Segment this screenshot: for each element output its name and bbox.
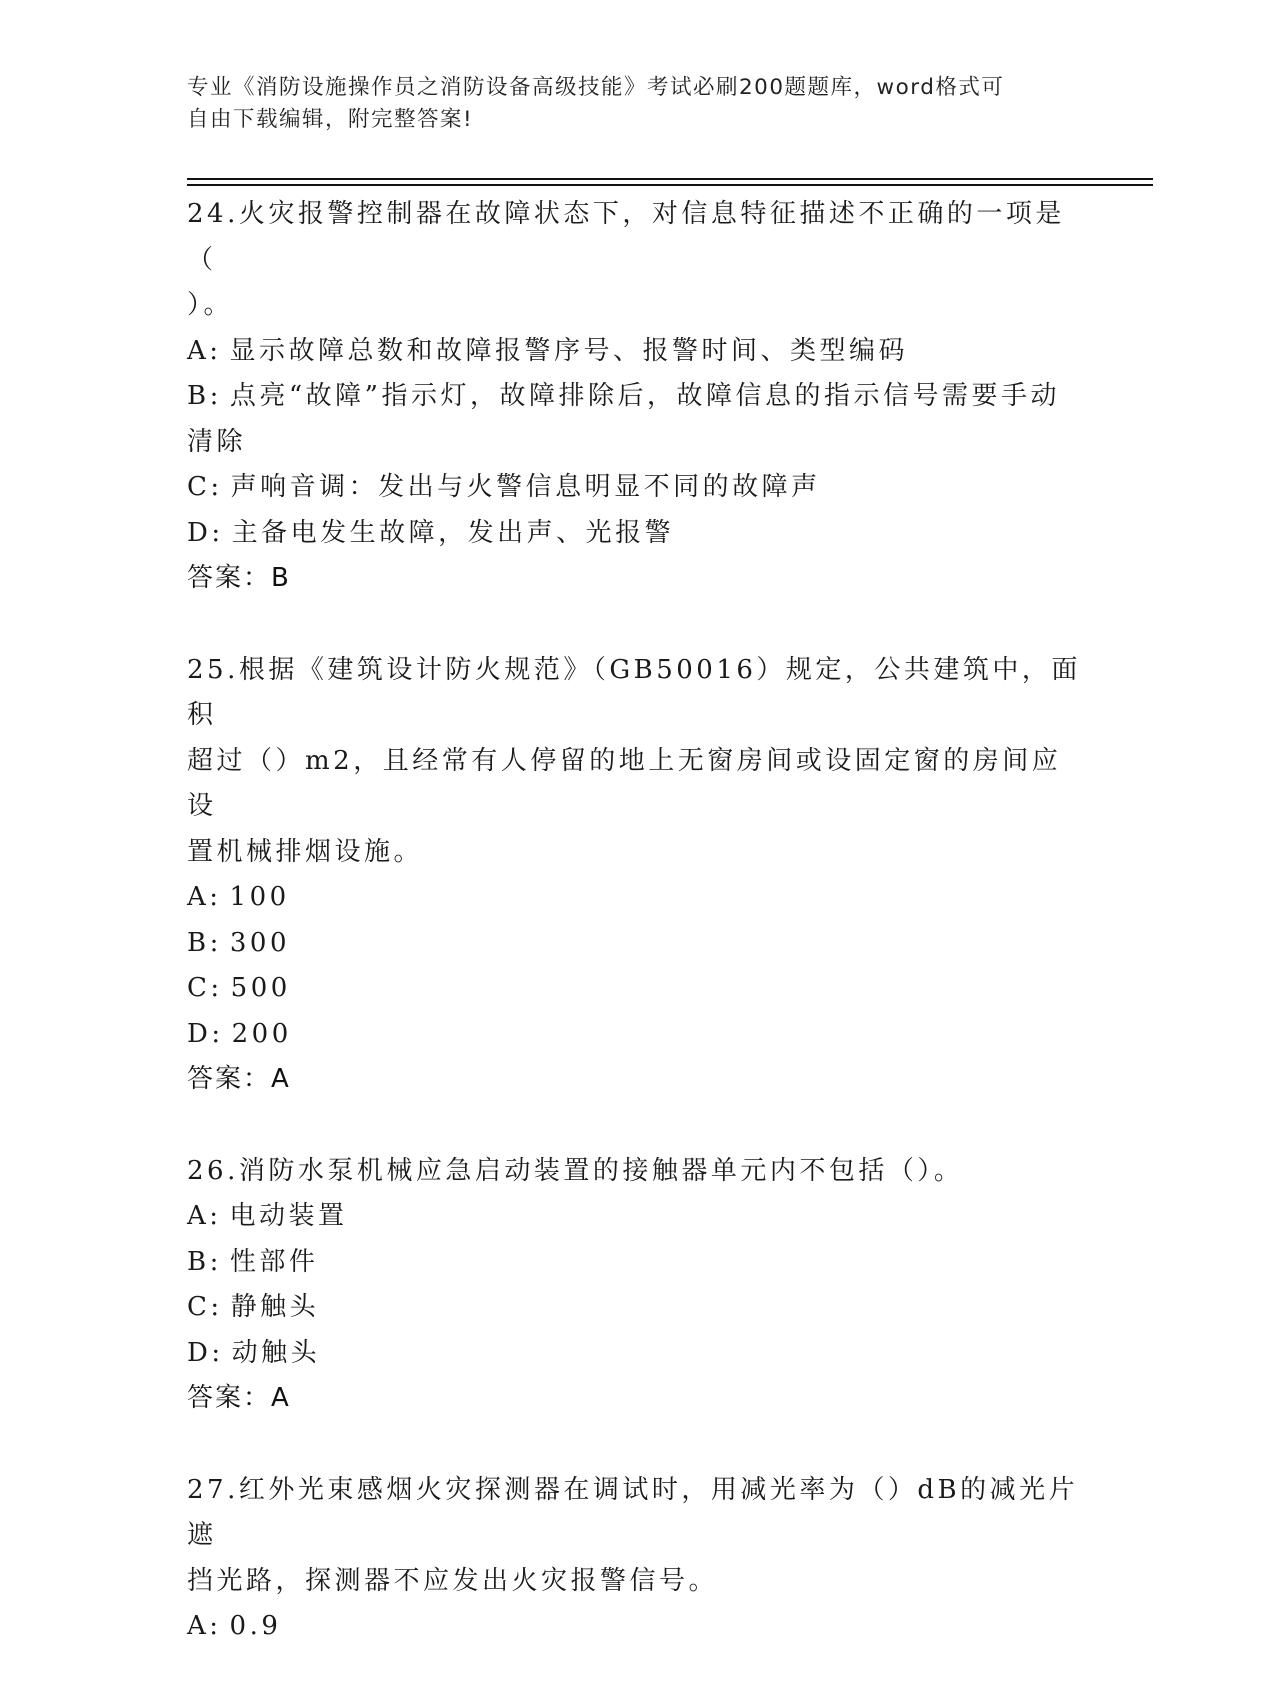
option-line	[187, 966, 1087, 1012]
document-header	[187, 72, 1067, 136]
option-text: 静触头	[230, 1292, 320, 1322]
question-stem-line: 25.根据《建筑设计防火规范》（GB50016）规定，公共建筑中，面积	[187, 654, 1081, 730]
header-line-1: 专业《消防设施操作员之消防设备高级技能》考试必刷200题题库，word格式可	[187, 75, 1005, 100]
question-stem-line: 超过（）m2，且经常有人停留的地上无窗房间或设固定窗的房间应设	[187, 745, 1062, 821]
option-letter: A:	[187, 1201, 222, 1231]
option-text: 清除	[187, 426, 247, 457]
option-line	[187, 511, 1087, 557]
question-block	[187, 1149, 1087, 1422]
question-stem-line: 27.红外光束感烟火灾探测器在调试时，用减光率为（）dB的减光片遮	[187, 1474, 1079, 1550]
question-list	[187, 192, 1087, 1696]
question-stem-line: 26.消防水泵机械应急启动装置的接触器单元内不包括（）。	[187, 1155, 964, 1186]
answer-line: 答案：A	[187, 1064, 291, 1094]
option-line	[187, 1604, 1087, 1650]
option-line	[187, 465, 1087, 511]
question-block	[187, 192, 1087, 602]
option-letter: C:	[187, 973, 223, 1003]
option-letter: C:	[187, 472, 223, 502]
option-line	[187, 1285, 1087, 1331]
option-text: 300	[229, 927, 291, 958]
option-text: 0.9	[229, 1611, 282, 1641]
option-letter: B:	[187, 927, 222, 958]
option-letter: D:	[187, 1018, 224, 1049]
option-letter: D:	[187, 517, 224, 548]
option-letter: A:	[187, 1611, 222, 1641]
question-block	[187, 1468, 1087, 1650]
option-text: 100	[229, 882, 290, 912]
question-stem-line: 24.火灾报警控制器在故障状态下，对信息特征描述不正确的一项是（	[187, 199, 1065, 275]
option-text: 声响音调：发出与火警信息明显不同的故障声	[230, 472, 821, 502]
question-stem-line: 挡光路，探测器不应发出火灾报警信号。	[187, 1565, 719, 1596]
question-block	[187, 648, 1087, 1103]
answer-line: 答案：B	[187, 563, 291, 593]
option-letter: B:	[187, 1246, 222, 1277]
option-text: 动触头	[231, 1337, 321, 1368]
option-text: 500	[230, 973, 291, 1003]
option-line	[187, 921, 1087, 967]
option-text: 显示故障总数和故障报警序号、报警时间、类型编码	[229, 335, 909, 366]
option-line	[187, 1240, 1087, 1286]
option-line	[187, 329, 1087, 375]
option-letter: A:	[187, 335, 222, 366]
option-line	[187, 1194, 1087, 1240]
option-letter: C:	[187, 1292, 223, 1322]
question-stem-line: ）。	[187, 290, 234, 320]
option-text: 200	[231, 1018, 292, 1049]
option-line	[187, 374, 1087, 420]
option-text: 主备电发生故障，发出声、光报警	[231, 517, 675, 548]
answer-line: 答案：A	[187, 1383, 291, 1413]
option-line	[187, 420, 1087, 466]
header-rule-bottom	[187, 184, 1153, 186]
header-line-2: 自由下载编辑，附完整答案!	[187, 107, 474, 132]
option-text: 性部件	[229, 1246, 319, 1277]
option-line	[187, 1012, 1087, 1058]
option-letter: A:	[187, 882, 222, 912]
header-rule-top	[187, 178, 1153, 180]
option-line	[187, 1331, 1087, 1377]
option-letter: D:	[187, 1337, 224, 1368]
question-stem-line: 置机械排烟设施。	[187, 836, 424, 867]
option-text: 点亮“故障”指示灯，故障排除后，故障信息的指示信号需要手动	[229, 381, 1060, 411]
option-text: 电动装置	[229, 1201, 348, 1231]
option-letter: B:	[187, 381, 222, 411]
option-line	[187, 875, 1087, 921]
